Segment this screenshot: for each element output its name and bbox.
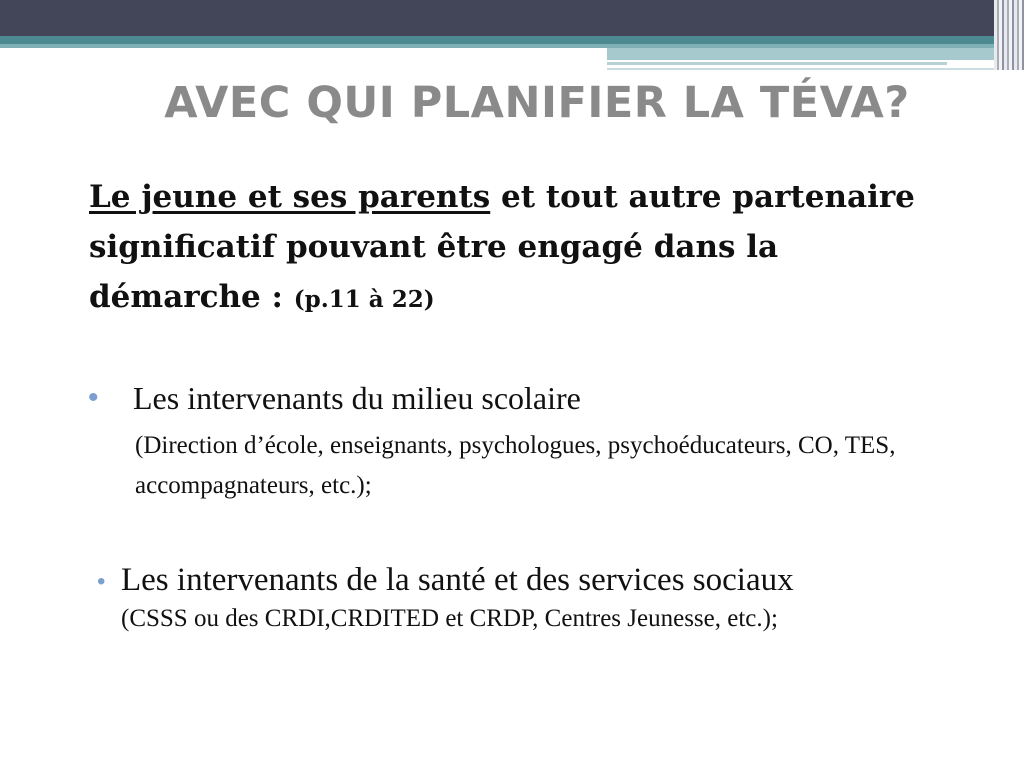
list-item-title: Les intervenants de la santé et des services sociaux <box>121 562 794 598</box>
list-item-detail: (Direction d’école, enseignants, psychologues, psychoéducateurs, CO, TES, accompagnateurs, etc.); <box>135 432 896 499</box>
lead-paragraph <box>89 172 949 325</box>
lead-underlined-text: Le jeune et ses parents <box>89 179 491 215</box>
header-accent-line <box>607 62 947 65</box>
page-reference: (p.11 à 22) <box>293 286 435 313</box>
lead-text: et tout autre partenaire significatif pouvant être engagé dans la démarche : <box>89 179 915 315</box>
header-accent-bar <box>607 48 1002 60</box>
list-item-detail: (CSSS ou des CRDI,CRDITED et CRDP, Centres Jeunesse, etc.); <box>121 605 778 632</box>
header-vertical-stripes <box>994 0 1024 70</box>
bullet-icon: • <box>88 381 99 414</box>
slide-title: AVEC QUI PLANIFIER LA TÉVA? <box>164 78 910 128</box>
bullet-icon: • <box>97 568 106 595</box>
list-item-title: Les intervenants du milieu scolaire <box>133 380 581 416</box>
header-accent-line <box>607 68 1002 70</box>
header-dark-band <box>0 0 1024 36</box>
